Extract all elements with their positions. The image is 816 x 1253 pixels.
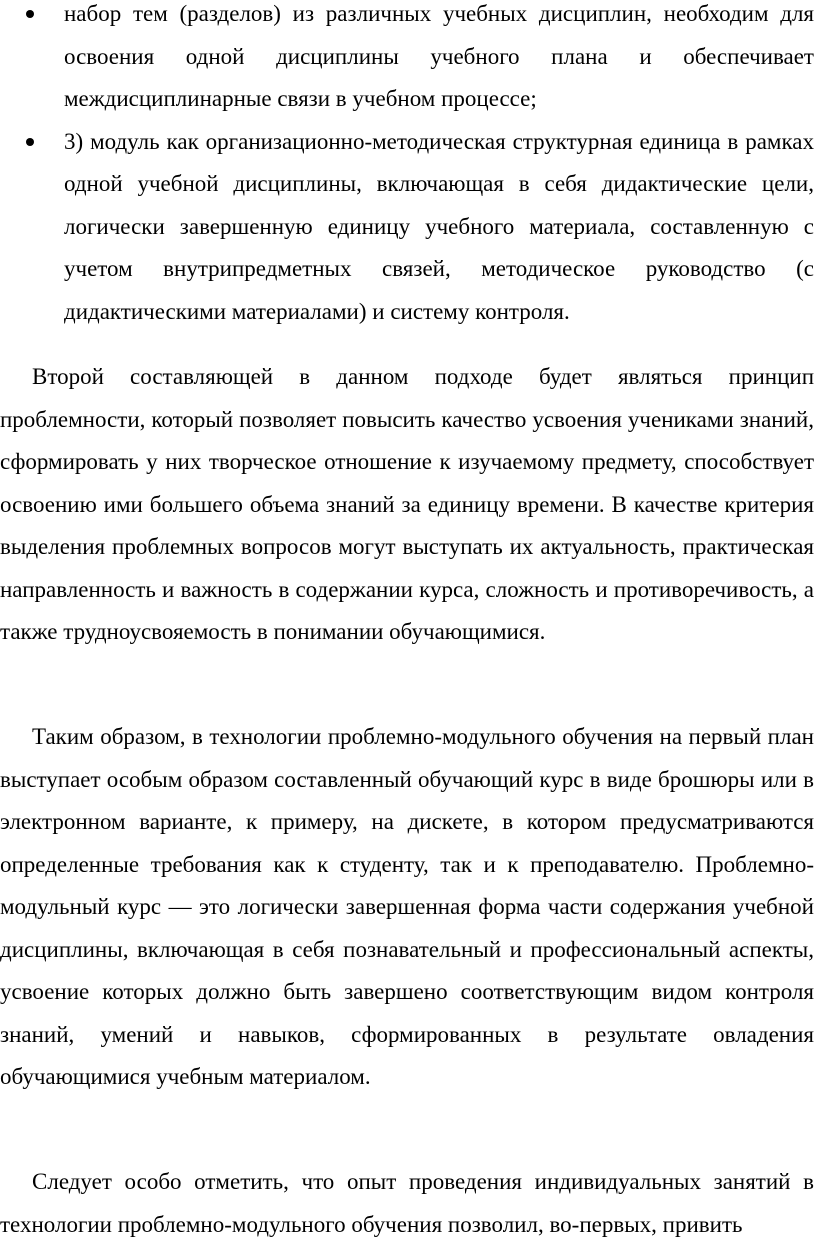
bullet-icon — [26, 10, 34, 18]
list-item — [0, 0, 816, 121]
list-item-text: набор тем (разделов) из различных учебных дисциплин, необходим для освоения одной дисциплины учебного плана и обеспечивает междисциплинарные связи в учебном процессе; — [64, 1, 814, 111]
paragraph-problem-principle: Второй составляющей в данном подходе будет являться принцип проблемности, который позволяет повысить качество усвоения учениками знаний, сформировать у них творческое отношение к изучаемому предмету, способствует освоению ими большего объема знаний за единицу времени. В качестве критерия выделения проблемных вопросов могут выступать их актуальность, практическая направленность и важность в содержании курса, сложность и противоречивость, а также трудноусвояемость в понимании обучающимися. — [0, 364, 814, 644]
paragraph-individual-lessons: Следует особо отметить, что опыт проведения индивидуальных занятий в технологии проблемно-модульного обучения позволил, во-первых, привить — [0, 1169, 814, 1237]
bullet-icon — [26, 138, 34, 146]
list-item — [0, 121, 816, 334]
list-item-text: 3) модуль как организационно-методическая структурная единица в рамках одной учебной дисциплины, включающая в себя дидактические цели, логически завершенную единицу учебного материала, составленную с учетом внутрипредметных связей, методическое руководство (с дидактическими материалами) и систему контроля. — [64, 128, 814, 324]
paragraph-course-description: Таким образом, в технологии проблемно-модульного обучения на первый план выступает особым образом составленный обучающий курс в виде брошюры или в электронном варианте, к примеру, на дискете, в котором предусматриваются определенные требования как к студенту, так и к преподавателю. Проблемно-модульный курс — это логически завершенная форма части содержания учебной дисциплины, включающая в себя познавательный и профессиональный аспекты, усвоение которых должно быть завершено соответствующим видом контроля знаний, умений и навыков, сформированных в результате овладения обучающимися учебным материалом. — [0, 724, 814, 1089]
bullet-list — [0, 0, 816, 333]
